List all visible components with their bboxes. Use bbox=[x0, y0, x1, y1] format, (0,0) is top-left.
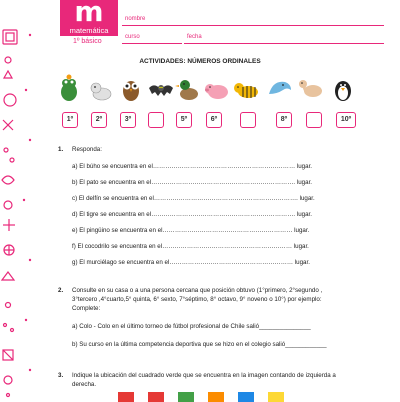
q2-item-b: b) Su curso en la última competencia deportiva que se hizo en el colegio salió____________ bbox=[72, 341, 327, 348]
name-line[interactable] bbox=[122, 25, 384, 26]
ordinal-box-5: 5º bbox=[176, 112, 192, 128]
logo-letter: m bbox=[74, 0, 104, 28]
bat-icon bbox=[147, 74, 175, 104]
ordinal-box-9[interactable] bbox=[306, 112, 322, 128]
color-square-orange bbox=[208, 392, 224, 402]
q1-item-c: c) El delfín se encuentra en el……………………………………………………………. lugar. bbox=[72, 195, 315, 202]
color-square-yellow bbox=[268, 392, 284, 402]
penguin-icon bbox=[329, 74, 357, 104]
q1-item-a: a) El búho se encuentra en el…………………………………………………………… lugar. bbox=[72, 163, 313, 170]
ordinal-box-8: 8º bbox=[276, 112, 292, 128]
ordinal-box-3: 3º bbox=[120, 112, 136, 128]
color-square-red bbox=[118, 392, 134, 402]
color-square-green bbox=[178, 392, 194, 402]
ordinal-box-4[interactable] bbox=[148, 112, 164, 128]
camel-icon bbox=[297, 74, 325, 104]
ordinal-box-6: 6º bbox=[206, 112, 222, 128]
tiger-icon bbox=[233, 74, 261, 104]
pig-icon bbox=[203, 74, 231, 104]
date-line[interactable] bbox=[184, 43, 384, 44]
q1-item-d: d) El tigre se encuentra en el……………………………………………………………. lugar. bbox=[72, 211, 312, 218]
q2-text-2: 3°tercero ,4°cuarto,5° quinta, 6° sexto, 7°séptimo, 8° octavo, 9° noveno o 10°) por ejemplo: bbox=[72, 296, 322, 303]
color-square-blue bbox=[238, 392, 254, 402]
q1-item-f: f) El cocodrilo se encuentra en el……………………………………………………… lugar. bbox=[72, 243, 309, 250]
q3-text-1: Indique la ubicación del cuadrado verde que se encuentra en la imagen contando de izquierda a bbox=[72, 372, 336, 379]
date-label: fecha bbox=[187, 34, 202, 40]
q3-text-2: derecha. bbox=[72, 381, 97, 388]
q1-item-g: g) El murciélago se encuentra en el…………………………………………………… lugar. bbox=[72, 259, 310, 266]
name-label: nombre bbox=[125, 16, 146, 22]
animals-row bbox=[55, 74, 370, 106]
ordinal-box-10: 10º bbox=[336, 112, 356, 128]
q2-number: 2. bbox=[58, 287, 64, 294]
dog-icon bbox=[87, 74, 115, 104]
owl-icon bbox=[117, 74, 145, 104]
logo-subtitle: matemática bbox=[69, 26, 109, 35]
course-line[interactable] bbox=[122, 43, 182, 44]
ordinal-box-1: 1º bbox=[62, 112, 78, 128]
q2-item-a: a) Colo - Colo en el último torneo de fútbol profesional de Chile salió_______________ bbox=[72, 323, 311, 330]
q1-number: 1. bbox=[58, 146, 64, 153]
activity-title: ACTIVIDADES: NÚMEROS ORDINALES bbox=[139, 58, 261, 65]
dolphin-icon bbox=[265, 74, 293, 104]
q1-prompt: Responda: bbox=[72, 146, 102, 153]
logo bbox=[60, 0, 118, 36]
q1-item-e: e) El pingüino se encuentra en el……………………………………………………… lugar. bbox=[72, 227, 310, 234]
q2-text-3: Complete: bbox=[72, 305, 101, 312]
crocodile-icon bbox=[55, 74, 83, 104]
duck-icon bbox=[175, 74, 203, 104]
ordinal-box-2: 2º bbox=[91, 112, 107, 128]
q1-item-b: b) El pato se encuentra en el……………………………………………………………. lugar. bbox=[72, 179, 313, 186]
color-square-red-2 bbox=[148, 392, 164, 402]
grade-label: 1º básico bbox=[73, 38, 102, 45]
q3-number: 3. bbox=[58, 372, 64, 379]
q2-text-1: Consulte en su casa o a una persona cercana que posición obtuvo (1°primero, 2°segundo , bbox=[72, 287, 323, 294]
ordinal-box-7[interactable] bbox=[240, 112, 256, 128]
course-label: curso bbox=[125, 34, 140, 40]
